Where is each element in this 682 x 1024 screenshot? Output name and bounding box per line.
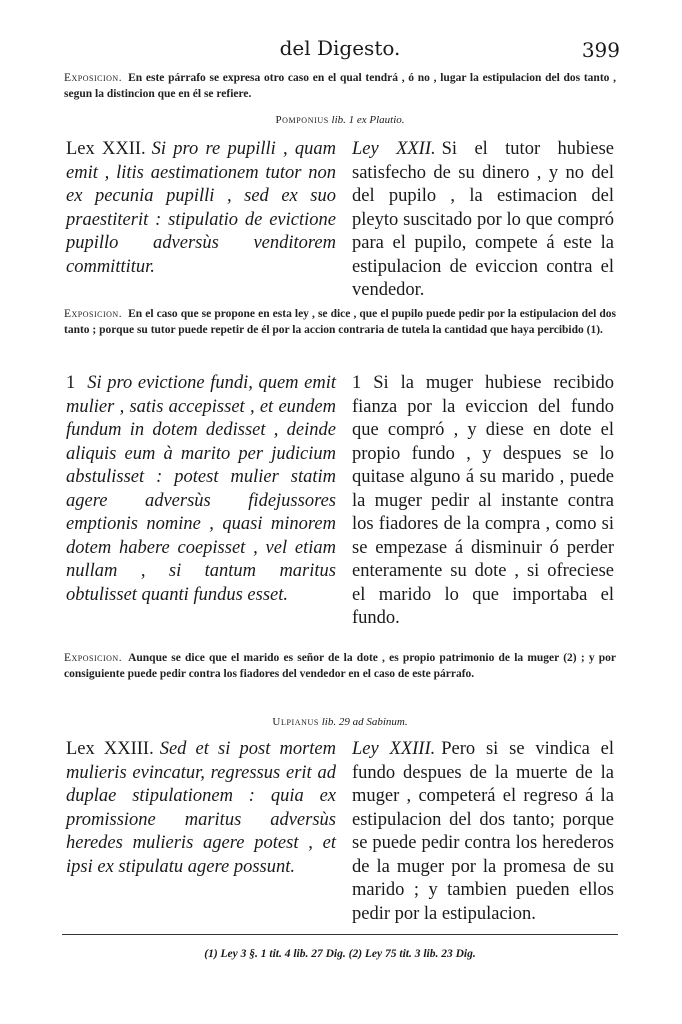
latin-heading: Lex XXII. [66,139,146,159]
latin-body: Si pro re pupilli , quam emit , litis aestimationem tutor non ex pecunia pupilli , sed ex suo praestiterit : stipulatio de evictione pupillo adversùs venditorem committitur. [66,139,337,277]
source-line-2 [60,716,620,728]
spanish-body: Si el tutor hubiese satisfecho de su dinero , y no del del pupilo , la estimacion del pleyto suscitado por lo que compró para el pupilo, compete á este la estipulacion de eviccion contra el vendedor. [352,139,614,300]
exposicion-note-3 [64,650,616,682]
spanish-body: Pero si se vindica el fundo despues de la muerte de la muger , competerá el regreso á la estipulacion del dos tanto; porque se puede pedir contra los herederos de la muger por la promesa de su marido ; y tambien pueden ellos pedir por la estipulacion. [352,739,615,924]
running-title: del Digesto. [279,36,401,60]
exposicion-note-1 [64,70,616,102]
footnote: (1) Ley 3 §. 1 tit. 4 lib. 27 Dig. (2) Ley 75 tit. 3 lib. 23 Dig. [204,948,476,960]
latin-body: Sed et si post mortem mulieris evincatur, regressus erit ad duplae stipulationem : quia ex promissione maritus adversùs heredes mulieris agere potest , et ipsi ex stipulatu agere possunt. [66,739,336,877]
latin-body: Si pro evictione fundi, quem emit mulier , satis accepisset , et eundem fundum in dotem dedisset , deinde aliquis eum à marito per judicium abstulisset : potest mulier statim agere adversùs fidejussores emptionis nomine , quasi minorem dotem habere coepisset , vel etiam nullam , si tantum maritus obtulisset quanti fundus esset. [66,373,336,605]
note-lead: Exposicion. [64,652,123,664]
source-line-1 [60,114,620,126]
spanish-text-ley-22 [352,138,614,303]
source-author: Pomponius [275,114,329,126]
source-ref: lib. 1 ex Plautio. [331,114,405,126]
spanish-text-ley-23 [352,738,614,926]
footnote-divider [62,934,618,935]
note-lead: Exposicion. [64,308,123,320]
exposicion-note-2 [64,306,616,338]
paragraph-number: 1 [352,373,362,393]
spanish-heading: Ley XXIII. [352,739,436,759]
page-number: 399 [581,38,620,62]
latin-text-lex-23 [66,738,336,879]
note-text: En este párrafo se expresa otro caso en el qual tendrá , ó no , lugar la estipulacion del dos tanto , segun la distincion que en él se refiere. [64,72,616,100]
spanish-heading: Ley XXII. [352,139,436,159]
paragraph-number: 1 [66,373,76,393]
spanish-body: Si la muger hubiese recibido fianza por la eviccion del fundo que compró , y diese en dote el propio fundo , y despues se lo quitase alguno á su marido , puede la muger pedir al instante contra los fiadores de la compra , como si se empezase á disminuir ó perder enteramente su dote , si ofreciese el marido lo que importaba el fundo. [352,373,614,628]
spanish-text-paragraph-1 [352,372,614,631]
latin-text-lex-22 [66,138,336,279]
note-text: Aunque se dice que el marido es señor de la dote , es propio patrimonio de la muger (2) ; y por consiguiente puede pedir contra los fiadores del vendedor en el caso de este párrafo. [64,652,616,680]
latin-text-paragraph-1 [66,372,336,607]
source-author: Ulpianus [272,716,319,728]
note-lead: Exposicion. [64,72,123,84]
note-text: En el caso que se propone en esta ley , se dice , que el pupilo puede pedir por la estipulacion del dos tanto ; porque su tutor puede repetir de él por la accion contraria de tutela la cantidad que haya percibido (1). [64,308,616,336]
running-head [60,36,620,62]
latin-heading: Lex XXIII. [66,739,154,759]
source-ref: lib. 29 ad Sabinum. [321,716,408,728]
